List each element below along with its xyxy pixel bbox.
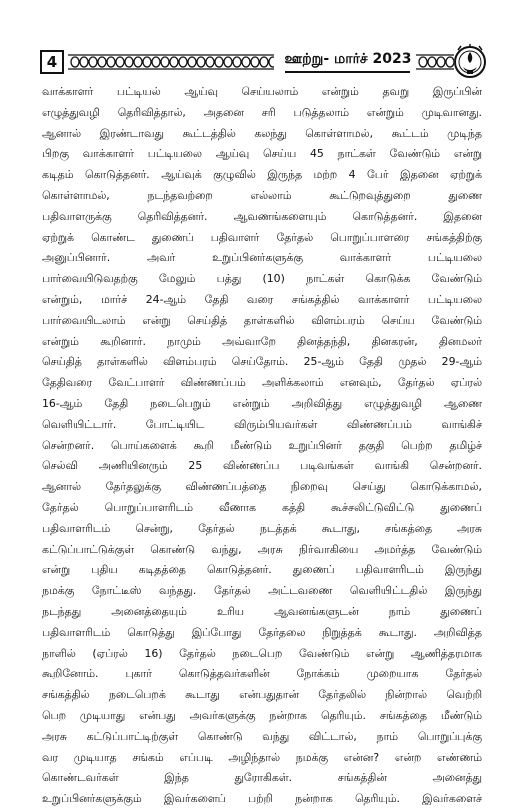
text-line: கொள்ளாமல், நடந்தவற்றை எல்லாம் கூட்டுறவுத்துறை துணை (42, 188, 482, 202)
text-line: என்றும் கூறினார். நாமும் அவ்வாறே தினத்தந்தி, தினகரன், தினமலர் (42, 334, 482, 348)
text-line: செய்தித் தாள்களில் விளம்பரம் செய்தோம். 25-ஆம் தேதி முதல் 29-ஆம் (42, 355, 482, 369)
text-line: வர முடியாத சங்கம் எப்படி அழிந்தால் நமக்கு என்ன? என்ற எண்ணம் (42, 750, 482, 764)
text-line: பிறகு வாக்காளர் பட்டியலை ஆய்வு செய்ய 45 நாட்கள் வேண்டும் என்று (42, 147, 482, 161)
border-loop (260, 57, 268, 67)
text-line: ஏற்றுக் கொண்ட துணைப் பதிவாளர் தேர்தல் பொறுப்பாளரை சங்கத்திற்கு (42, 230, 482, 244)
border-loop (143, 57, 151, 67)
text-line: கூறினோம். புகார் கொடுத்தவர்களின் நோக்கம் முறையாக தேர்தல் (42, 667, 482, 681)
text-line: பார்வையிடுவதற்கு மேலும் பத்து (10) நாட்கள் கொடுக்க வேண்டும் (42, 272, 482, 286)
border-loop (134, 57, 142, 67)
border-loop (125, 57, 133, 67)
border-loop (242, 57, 250, 67)
page-title: ஊற்று- மார்ச் 2023 (278, 51, 418, 69)
lamp-emblem-icon (452, 42, 488, 82)
text-line: வாக்காளர் பட்டியல் ஆய்வு செய்யலாம் என்றும் தவறு இருப்பின் (42, 85, 482, 98)
page-header (40, 44, 485, 80)
border-loop (152, 57, 160, 67)
border-loop (170, 57, 178, 67)
text-line: தேர்தல் பொறுப்பாளரிடம் வீணாக கத்தி கூச்சலிட்டுவிட்டு துணைப் (42, 500, 482, 514)
text-line: அரசு கட்டுப்பாட்டிற்குள் கொண்டு வந்து விட்டால், நாம் பொறுப்புக்கு (42, 729, 482, 743)
text-line: பதிவாளரிடம் கொடுத்து இப்போது தேர்தலை நிறுத்தக் கூடாது. அறிவித்த (42, 625, 482, 639)
text-line: செல்வி அணியினரும் 25 விண்ணப்ப படிவங்கள் வாங்கி சென்றனர். (42, 459, 482, 473)
decorative-border-right (416, 54, 454, 70)
text-line: பதிவாளரிடம் சென்று, தேர்தல் நடத்தக் கூடாது, சங்கத்தை அரசு (42, 521, 482, 535)
text-line: பெற முடியாது என்பது அவர்களுக்கு நன்றாக தெரியும். சங்கத்தை மீண்டும் (42, 708, 482, 722)
text-line: நமக்கு நோட்டீஸ் வந்தது. தேர்தல் அட்டவணை வெளியிட்டதில் இருந்து (42, 584, 482, 598)
title-underline (285, 71, 410, 73)
text-line: பதிவாளருக்கு தெரிவித்தனர். ஆவணங்களையும் கொடுத்தனர். இதனை (42, 209, 482, 223)
text-line: எழுத்துவழி தெரிவித்தால், அதனை சரி படுத்தலாம் என்றும் முடிவானது. (42, 105, 482, 119)
text-line: என்று புதிய கடிதத்தை கொடுத்தனர். துணைப் பதிவாளரிடம் இருந்து (42, 563, 482, 577)
text-line: கடிதம் கொடுத்தனர். ஆய்வுக் குழுவில் இருந்த மற்ற 4 பேர் இதனை ஏற்றுக் (42, 168, 482, 182)
text-line: உறுப்பினர்களுக்கும் இவர்களைப் பற்றி நன்றாக தெரியும். இவர்களைச் (42, 792, 482, 806)
border-loop (215, 57, 223, 67)
text-line: கொண்டவர்கள் இந்த துரோகிகள். சங்கத்தின் அனைத்து (42, 771, 482, 785)
text-line: ஆனால் இரண்டாவது கூட்டத்தில் கலந்து கொள்ளாமல், கூட்டம் முடிந்த (42, 126, 482, 140)
text-line: நாளில் (ஏப்ரல் 16) தேர்தல் நடைபெற வேண்டும் என்று ஆணித்தரமாக (42, 646, 482, 660)
article-body (42, 82, 482, 810)
border-loop (233, 57, 241, 67)
decorative-border-left (68, 54, 274, 70)
border-loop (71, 57, 79, 67)
border-loop (161, 57, 169, 67)
text-line: என்றும், மார்ச் 24-ஆம் தேதி வரை சங்கத்தில் வாக்காளர் பட்டியலை (42, 292, 482, 306)
border-loop (269, 57, 274, 67)
border-loop (80, 57, 88, 67)
border-loop (188, 57, 196, 67)
text-line: வெளியிட்டார். போட்டியிட விரும்பியவர்கள் விண்ணப்பம் வாங்கிச் (42, 417, 482, 431)
text-line: 16-ஆம் தேதி நடைபெறும் என்றும் அறிவித்து எழுத்துவழி ஆணை (42, 396, 482, 410)
border-loop (179, 57, 187, 67)
border-loop (116, 57, 124, 67)
text-line: நடந்தது அனைத்தையும் உரிய ஆவனங்களுடன் நாம் துணைப் (42, 604, 482, 618)
border-loop (206, 57, 214, 67)
text-line: அனுப்பினார். அவர் உறுப்பினர்களுக்கு வாக்காளர் பட்டியலை (42, 251, 482, 265)
text-line: ஆனால் தேர்தலுக்கு விண்ணப்பத்தை நிறைவு செய்து கொடுக்காமல், (42, 480, 482, 494)
border-loop (98, 57, 106, 67)
border-loop (428, 57, 436, 67)
border-loop (89, 57, 97, 67)
border-loop (107, 57, 115, 67)
border-loop (224, 57, 232, 67)
border-loop (251, 57, 259, 67)
border-loop (197, 57, 205, 67)
text-line: சென்றனர். பொய்களைக் கூறி மீண்டும் உறுப்பினர் தகுதி பெற்ற தமிழ்ச் (42, 438, 482, 452)
text-line: கட்டுப்பாட்டுக்குள் கொண்டு வந்து, அரசு நிர்வாகியை அமர்த்த வேண்டும் (42, 542, 482, 556)
page-number: 4 (40, 50, 64, 74)
border-loop (419, 57, 427, 67)
border-loop (437, 57, 445, 67)
text-line: பார்வையிடலாம் என்று செய்தித் தாள்களில் விளம்பரம் செய்ய வேண்டும் (42, 313, 482, 327)
text-line: சங்கத்தில் நடைபெறக் கூடாது என்பதுதான் தேர்தலில் நின்றால் வெற்றி (42, 688, 482, 702)
text-line: தேதிவரை வேட்பாளர் விண்ணப்பம் அளிக்கலாம் எனவும், தேர்தல் ஏப்ரல் (42, 376, 482, 390)
